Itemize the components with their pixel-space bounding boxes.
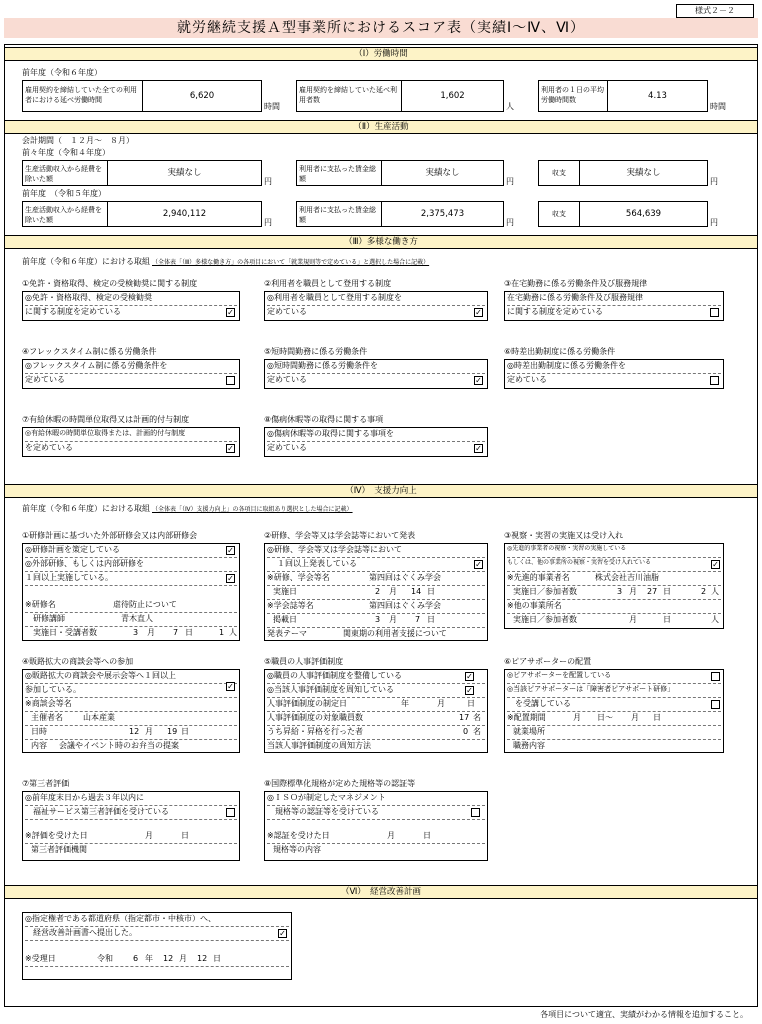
- s4-item4-event-row: ※商談会等名: [25, 700, 237, 712]
- s4-item5-method-row: 当該人事評価制度の周知方法: [267, 741, 371, 750]
- s3-item1-line2: に関する制度を定めている: [25, 307, 121, 316]
- s3-item5-box: [264, 359, 488, 389]
- score-sheet-frame: [4, 44, 758, 1007]
- s4-item1-check1[interactable]: ✓: [227, 546, 234, 555]
- s4-item3-other-row: ※他の事業所名: [507, 602, 721, 614]
- s4-item3-company[interactable]: 株式会社吉川油脂: [595, 573, 659, 582]
- s6-line2-text: 経営改善計画書へ提出した。: [33, 928, 137, 937]
- s4-item2-check[interactable]: ✓: [475, 560, 482, 569]
- s4-item4-organizer-label: 主催者名: [31, 713, 63, 722]
- month-unit: 月: [437, 699, 445, 708]
- page-title: 就労継続支援Ａ型事業所におけるスコア表（実績Ⅰ～Ⅳ、Ⅵ）: [4, 18, 758, 38]
- day-unit: 日: [467, 699, 475, 708]
- s3-item2-title: ②利用者を職員として登用する制度: [264, 279, 392, 288]
- s4-item2-event-label: ※研修、学会等名: [267, 573, 330, 582]
- day-unit: 日: [663, 587, 671, 596]
- s4-item8-date-label: ※認証を受けた日: [267, 831, 330, 840]
- s3-item6-title: ⑥時差出勤制度に係る労働条件: [504, 347, 616, 356]
- s4-item4-line1: ◎販路拡大の商談会や展示会等へ１回以上: [25, 672, 237, 684]
- s4-item8-content-row: [267, 846, 485, 858]
- s4-item6-check1[interactable]: [711, 672, 720, 681]
- s4-item1-line2: ◎外部研修、もしくは内部研修を: [25, 560, 237, 572]
- form-number: 様式２－２: [676, 4, 754, 18]
- s4-item5-staff-row: [267, 714, 485, 726]
- s6-month[interactable]: 12: [163, 954, 174, 963]
- s4-item2-pub-label: 掲載日: [273, 615, 297, 624]
- s3-item3-line2: に関する制度を定めている: [507, 307, 603, 316]
- month-unit: 月: [147, 628, 155, 637]
- s2-r1-balance-cell: [538, 160, 708, 186]
- s4-item6-title: ⑥ピアサポーターの配置: [504, 657, 592, 666]
- s4-item1-training-label: ※研修名: [25, 600, 56, 609]
- s4-item2-journal-label: ※学会誌等名: [267, 601, 314, 610]
- s1-total-hours-label: 雇用契約を締結していた全ての利用者における延べ労働時間: [25, 86, 137, 104]
- s4-item6-box: [504, 669, 724, 753]
- s3-item7-line2: を定めている: [25, 443, 73, 452]
- s4-item7-date-row: [25, 832, 237, 844]
- s4-item3-company-label: ※先進的事業者名: [507, 573, 570, 582]
- s4-item3-title: ③視察・実習の実施又は受け入れ: [504, 531, 624, 540]
- s2-r2-income-cell: [22, 201, 262, 227]
- s3-item6-line2: 定めている: [507, 375, 547, 384]
- s4-item2-theme-label: 発表テーマ: [267, 629, 307, 638]
- s3-item4-line2: 定めている: [25, 375, 65, 384]
- s3-item7-checkbox[interactable]: ✓: [227, 444, 234, 453]
- s4-item3-company-row: [507, 574, 721, 586]
- s4-item2-pub-month[interactable]: 3: [375, 615, 381, 624]
- s4-item2-box: [264, 543, 488, 641]
- day-unit: 日～: [597, 713, 613, 722]
- s4-item3-date-label: 実施日／参加者数: [513, 587, 577, 596]
- s3-item6-line1: ◎時差出勤制度に係る労働条件を: [507, 362, 721, 374]
- month-unit: 月: [145, 727, 153, 736]
- s4-item7-line2-text: 福祉サービス第三者評価を受けている: [33, 807, 169, 816]
- staff-unit: 名: [473, 727, 481, 736]
- yen-unit: 円: [264, 177, 272, 186]
- s4-item4-content[interactable]: 会議やイベント時のお弁当の提案: [59, 741, 179, 750]
- section-3-heading: （Ⅲ）多様な働き方: [5, 235, 757, 249]
- s3-item3-box: [504, 291, 724, 321]
- s4-item3-other-date-label: 実施日／参加者数: [513, 615, 577, 624]
- s4-item4-box: [22, 669, 240, 753]
- s4-item6-period-label: ※配置期間: [507, 713, 546, 722]
- person-unit: 人: [711, 587, 719, 596]
- s4-item7-org-row: [25, 846, 237, 858]
- s4-item5-box: [264, 669, 488, 753]
- s4-item8-line2-text: 規格等の認証等を受けている: [275, 807, 379, 816]
- yen-unit: 円: [710, 177, 718, 186]
- s4-item3-box: [504, 543, 724, 629]
- s4-item2-event-name[interactable]: 第四回はぐくみ学会: [369, 573, 441, 582]
- s4-item8-date-row: [267, 832, 485, 844]
- s4-item5-promo-row: [267, 728, 485, 740]
- person-unit: 人: [711, 615, 719, 624]
- s2-r1-income-value[interactable]: 実績なし: [167, 168, 202, 178]
- person-unit: 人: [229, 628, 237, 637]
- s4-item4-organizer-row: [25, 714, 237, 726]
- s3-item8-box: [264, 427, 488, 457]
- s2-balance-label: 収支: [552, 210, 566, 218]
- s4-item4-check[interactable]: ✓: [227, 682, 234, 691]
- s3-item1-title: ①免許・資格取得、検定の受検勧奨に関する制度: [22, 279, 198, 288]
- s4-item5-promo-label: うち昇給・昇格を行った者: [267, 727, 363, 736]
- s4-item2-title: ②研修、学会等又は学会誌等において発表: [264, 531, 416, 540]
- s4-item7-org-label: 第三者評価機関: [31, 845, 87, 854]
- s2-prev-year: 前年度 （令和５年度）: [22, 189, 106, 198]
- s4-item3-check[interactable]: ✓: [712, 560, 719, 569]
- s2-r2-income-value[interactable]: 2,940,112: [162, 209, 207, 219]
- s2-prev2-year: 前々年度（令和４年度）: [22, 148, 110, 157]
- s1-avg-hours-cell: [538, 80, 708, 112]
- s4-item5-staff-label: 人事評価制度の対象職員数: [267, 713, 363, 722]
- s4-item2-date-label: 実施日: [273, 587, 297, 596]
- s4-item7-box: [22, 791, 240, 861]
- s4-item1-box: [22, 543, 240, 641]
- s2-period: 会計期間（ １２月～ ８月）: [22, 136, 134, 145]
- s4-item2-month[interactable]: 2: [375, 587, 381, 596]
- s4-item2-theme[interactable]: 関東期の利用者支援について: [343, 629, 447, 638]
- s4-item1-lecturer-name[interactable]: 青木直人: [121, 614, 153, 623]
- s4-item2-theme-row: [267, 630, 485, 642]
- s3-intro-note: （全体表「（Ⅲ）多様な働き方」の各項目において「就業規則等で定めている」と選択した場合に記載）: [152, 259, 430, 266]
- s4-item6-place-label: 就業場所: [513, 727, 545, 736]
- s3-item5-checkbox[interactable]: ✓: [475, 376, 482, 385]
- s4-item8-check[interactable]: [471, 808, 480, 817]
- s4-item8-box: [264, 791, 488, 861]
- s2-r2-balance-value[interactable]: 564,639: [625, 209, 662, 219]
- s4-item8-title: ⑧国際標準化規格が定めた規格等の認証等: [264, 779, 416, 788]
- s4-item2-line2: [267, 560, 485, 572]
- s3-item3-line1: 在宅勤務に係る労働条件及び服務規律: [507, 294, 721, 306]
- month-unit: 月: [389, 587, 397, 596]
- s6-date-label: ※受理日: [25, 954, 56, 963]
- day-unit: 日: [427, 615, 435, 624]
- s4-item1-month[interactable]: 3: [133, 628, 139, 637]
- s4-item2-date-row: [267, 588, 485, 600]
- s4-item3-line1: ◎先進的事業者の視察・実習の実施している: [507, 546, 721, 558]
- s4-item8-line1: ◎ＩＳＯが制定したマネジメント: [267, 794, 485, 806]
- year-unit: 年: [145, 954, 153, 963]
- s4-item7-date-label: ※評価を受けた日: [25, 831, 88, 840]
- s1-avg-hours-value[interactable]: 4.13: [648, 91, 667, 101]
- day-unit: 日: [653, 713, 661, 722]
- s6-line2: [25, 929, 289, 941]
- s4-item2-journal-row: [267, 602, 485, 614]
- s4-item7-line2: [25, 808, 237, 820]
- s4-item2-event-row: [267, 574, 485, 586]
- s3-item3-checkbox[interactable]: [710, 308, 719, 317]
- day-unit: 日: [663, 615, 671, 624]
- month-unit: 月: [145, 831, 153, 840]
- s3-item4-checkbox[interactable]: [226, 376, 235, 385]
- s4-item4-day[interactable]: 19: [167, 727, 178, 736]
- s6-date-row: [25, 955, 289, 967]
- s4-item1-line1: ◎研修計画を策定している: [25, 546, 237, 558]
- month-unit: 月: [631, 713, 639, 722]
- s1-avg-hours-label: 利用者の１日の平均労働時間数: [541, 86, 604, 104]
- s3-item7-title: ⑦有給休暇の時間単位取得又は計画的付与制度: [22, 415, 190, 424]
- s6-year[interactable]: 6: [133, 954, 139, 963]
- month-unit: 月: [629, 587, 637, 596]
- month-unit: 月: [389, 615, 397, 624]
- s4-item2-pub-row: [267, 616, 485, 628]
- s4-item6-line3: [507, 700, 721, 712]
- s6-day[interactable]: 12: [197, 954, 208, 963]
- s1-users-value[interactable]: 1,602: [440, 91, 465, 101]
- s4-item5-date-label: 人事評価制度の制定日: [267, 699, 347, 708]
- s3-item5-title: ⑤短時間勤務に係る労働条件: [264, 347, 368, 356]
- day-unit: 日: [427, 587, 435, 596]
- month-unit: 月: [629, 615, 637, 624]
- s1-users-unit: 人: [506, 102, 514, 111]
- s4-item2-line1: ◎研修、学会等又は学会誌等において: [267, 546, 485, 558]
- s4-item1-check2[interactable]: ✓: [227, 574, 234, 583]
- s3-item2-box: [264, 291, 488, 321]
- s3-intro-text: 前年度（令和６年度）における取組: [22, 257, 150, 266]
- s4-item2-pub-day[interactable]: 7: [415, 615, 421, 624]
- s4-item8-content-label: 規格等の内容: [273, 845, 321, 854]
- s3-item1-checkbox[interactable]: ✓: [227, 308, 234, 317]
- s4-item6-place-row: [507, 728, 721, 740]
- s4-item3-count[interactable]: 2: [701, 587, 707, 596]
- s4-item6-period-row: [507, 714, 721, 726]
- s4-item4-organizer[interactable]: 山本産業: [83, 713, 115, 722]
- year-unit: 年: [401, 699, 409, 708]
- s3-item2-line1: ◎利用者を職員として登用する制度を: [267, 294, 485, 306]
- s3-item8-line2: 定めている: [267, 443, 307, 452]
- s3-item1-line1: ◎免許・資格取得、検定の受検勧奨: [25, 294, 237, 306]
- month-unit: 月: [573, 713, 581, 722]
- s4-item1-count[interactable]: 1: [219, 628, 225, 637]
- s3-item3-title: ③在宅勤務に係る労働条件及び服務規律: [504, 279, 648, 288]
- month-unit: 月: [387, 831, 395, 840]
- s4-item4-content-row: [25, 742, 237, 754]
- s1-total-hours-unit: 時間: [264, 102, 280, 111]
- s4-item6-line1: ◎ピアサポーターを配置している: [507, 672, 721, 684]
- section-1-heading: （Ⅰ）労働時間: [5, 47, 757, 61]
- s4-item1-lecturer-row: [25, 615, 237, 627]
- s4-item4-month[interactable]: 12: [129, 727, 140, 736]
- s2-wage-label: 利用者に支払った賃金総額: [299, 165, 376, 183]
- s6-check[interactable]: ✓: [279, 929, 286, 938]
- s4-item1-date-row: [25, 629, 237, 641]
- s3-item7-box: [22, 427, 240, 457]
- s4-item3-line2: もしくは、他の事業所の視察・実習を受け入れている: [507, 560, 721, 572]
- s3-item4-line1: ◎フレックスタイム制に係る労働条件を: [25, 362, 237, 374]
- s2-wage-label: 利用者に支払った賃金総額: [299, 206, 376, 224]
- s4-intro-note: （全体表「（Ⅳ）支援力向上」の各項目に取組あり選択とした場合に記載）: [152, 506, 353, 513]
- s4-item1-training-name[interactable]: 虐待防止について: [113, 600, 177, 609]
- s3-item2-line2: 定めている: [267, 307, 307, 316]
- s1-users-cell: [296, 80, 504, 112]
- yen-unit: 円: [506, 177, 514, 186]
- s4-item5-title: ⑤職員の人事評価制度: [264, 657, 344, 666]
- section-2-heading: （Ⅱ）生産活動: [5, 120, 757, 134]
- s4-item7-check[interactable]: [226, 808, 235, 817]
- s2-r2-wage-value[interactable]: 2,375,473: [420, 209, 465, 219]
- yen-unit: 円: [710, 218, 718, 227]
- s4-item5-line2: ◎当該人事評価制度を周知している: [267, 686, 485, 698]
- day-unit: 日: [185, 628, 193, 637]
- s1-total-hours-value[interactable]: 6,620: [189, 91, 215, 101]
- s3-item4-title: ④フレックスタイム制に係る労働条件: [22, 347, 157, 356]
- s4-item7-line1: ◎前年度末日から過去３年以内に: [25, 794, 237, 806]
- s1-total-hours-cell: [22, 80, 262, 112]
- s4-item4-title: ④販路拡大の商談会等への参加: [22, 657, 134, 666]
- s2-r1-wage-cell: [296, 160, 504, 186]
- month-unit: 月: [179, 954, 187, 963]
- s2-income-label: 生産活動収入から経費を除いた額: [25, 206, 102, 224]
- s2-r2-wage-cell: [296, 201, 504, 227]
- footer-note: 各項目について適宜、実績がわかる情報を追加すること。: [540, 1010, 748, 1019]
- s1-avg-hours-unit: 時間: [710, 102, 726, 111]
- s4-item5-line1: ◎職員の人事評価制度を整備している: [267, 672, 485, 684]
- s4-item4-date-label: 日時: [31, 727, 47, 736]
- s4-item4-date-row: [25, 728, 237, 740]
- s4-item1-day[interactable]: 7: [173, 628, 179, 637]
- yen-unit: 円: [506, 218, 514, 227]
- s2-r1-wage-value[interactable]: 実績なし: [425, 168, 460, 178]
- s4-item5-check2[interactable]: ✓: [466, 686, 473, 695]
- s4-item6-line2: ◎当該ピアサポーターは「障害者ピアサポート研修」: [507, 686, 721, 698]
- s4-item6-check2[interactable]: [711, 700, 720, 709]
- s4-item5-promo-count[interactable]: 0: [463, 727, 469, 736]
- day-unit: 日: [181, 831, 189, 840]
- s3-intro: [22, 258, 429, 266]
- yen-unit: 円: [264, 218, 272, 227]
- s3-item8-title: ⑧傷病休暇等の取得に関する事項: [264, 415, 384, 424]
- s3-item8-line1: ◎傷病休暇等の取得に関する事項を: [267, 430, 485, 442]
- s4-item3-date-row: [507, 588, 721, 600]
- s4-item1-date-label: 実施日・受講者数: [33, 628, 97, 637]
- s6-line1: ◎指定権者である都道府県（指定都市・中核市）へ、: [25, 915, 289, 927]
- s1-year: 前年度（令和６年度）: [22, 68, 102, 77]
- s3-item1-box: [22, 291, 240, 321]
- s2-balance-label: 収支: [552, 169, 566, 177]
- s4-item5-staff-count[interactable]: 17: [459, 713, 470, 722]
- s4-intro: [22, 505, 353, 513]
- s4-item6-line3-text: を受講している: [515, 699, 571, 708]
- s4-item1-lecturer-label: 研修講師: [33, 614, 65, 623]
- s4-item1-line3: １回以上実施している。: [25, 574, 237, 586]
- s6-era: 令和: [97, 954, 113, 963]
- s3-item5-line2: 定めている: [267, 375, 307, 384]
- s6-box: [22, 912, 292, 980]
- s3-item5-line1: ◎短時間勤務に係る労働条件を: [267, 362, 485, 374]
- staff-unit: 名: [473, 713, 481, 722]
- s3-item7-line1: ◎有給休暇の時間単位取得または、計画的付与制度: [25, 430, 237, 442]
- s4-item5-date-row: [267, 700, 485, 712]
- s4-item1-training-row: [25, 601, 237, 613]
- s4-item6-duty-label: 職務内容: [513, 741, 545, 750]
- s3-item8-checkbox[interactable]: ✓: [475, 444, 482, 453]
- section-6-heading: （Ⅵ） 経営改善計画: [5, 885, 757, 899]
- s3-item6-box: [504, 359, 724, 389]
- s3-item6-checkbox[interactable]: [710, 376, 719, 385]
- s4-item4-content-label: 内容: [31, 741, 47, 750]
- s4-item3-other-date-row: [507, 616, 721, 628]
- s4-item7-title: ⑦第三者評価: [22, 779, 70, 788]
- day-unit: 日: [213, 954, 221, 963]
- s4-item2-journal-name[interactable]: 第四回はぐくみ学会: [369, 601, 441, 610]
- s3-item4-box: [22, 359, 240, 389]
- s4-item5-check1[interactable]: ✓: [466, 672, 473, 681]
- s4-item3-day[interactable]: 27: [647, 587, 658, 596]
- day-unit: 日: [423, 831, 431, 840]
- s4-intro-text: 前年度（令和６年度）における取組: [22, 504, 150, 513]
- s4-item3-month[interactable]: 3: [617, 587, 623, 596]
- s2-income-label: 生産活動収入から経費を除いた額: [25, 165, 102, 183]
- s4-item2-day[interactable]: 14: [411, 587, 422, 596]
- day-unit: 日: [181, 727, 189, 736]
- s4-item1-title: ①研修計画に基づいた外部研修会又は内部研修会: [22, 531, 198, 540]
- s2-r1-income-cell: [22, 160, 262, 186]
- s2-r2-balance-cell: [538, 201, 708, 227]
- section-4-heading: （Ⅳ） 支援力向上: [5, 484, 757, 498]
- s3-item2-checkbox[interactable]: ✓: [475, 308, 482, 317]
- s4-item8-line2: [267, 808, 485, 820]
- s4-item6-duty-row: [507, 742, 721, 754]
- s1-users-label: 雇用契約を締結していた延べ利用者数: [299, 86, 397, 104]
- s2-r1-balance-value[interactable]: 実績なし: [626, 168, 661, 178]
- s4-item4-line2: 参加している。: [25, 686, 237, 698]
- s4-item2-line2-text: １回以上発表している: [277, 559, 357, 568]
